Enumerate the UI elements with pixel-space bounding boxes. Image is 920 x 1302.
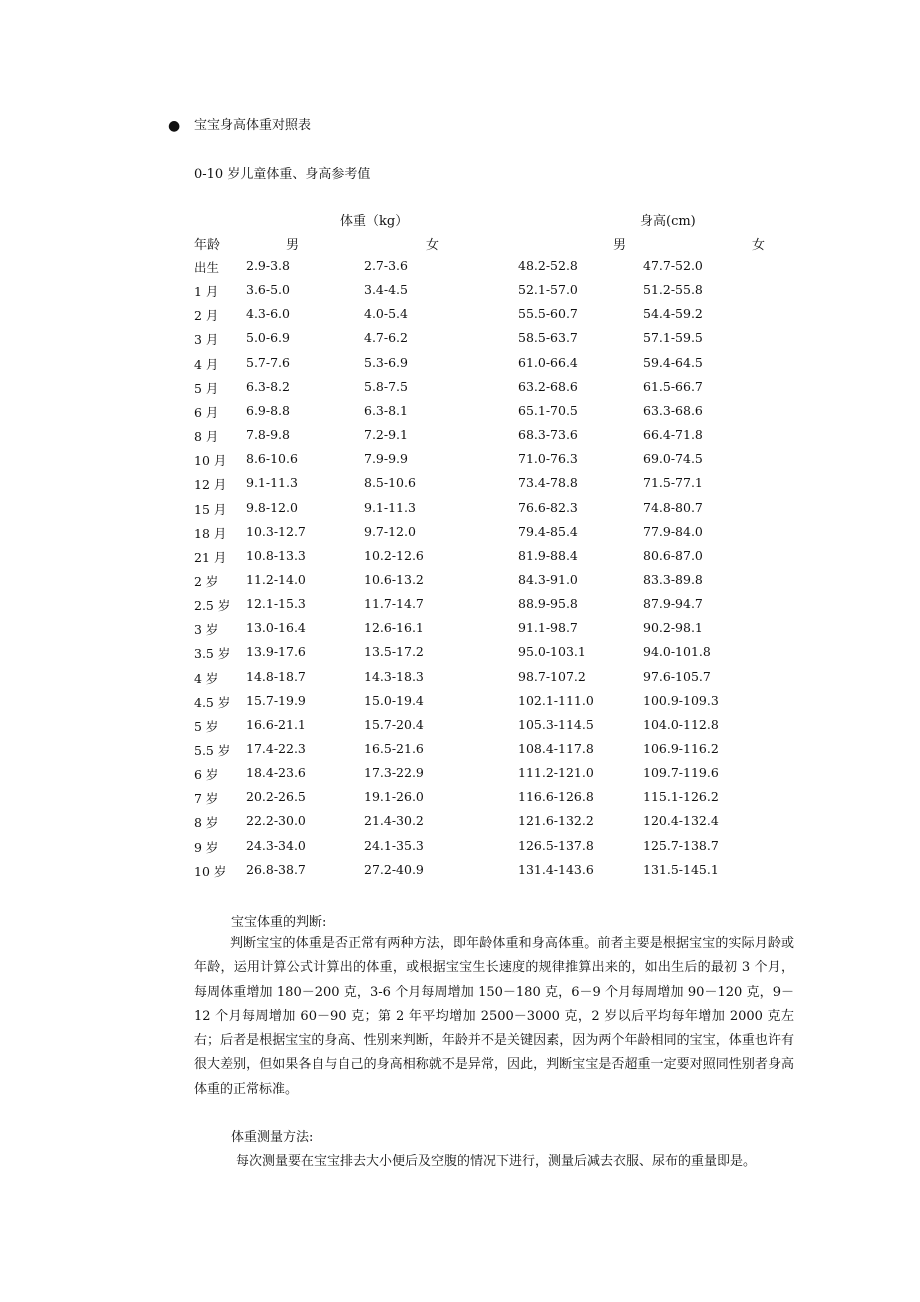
height-female-cell: 69.0-74.5: [643, 451, 703, 467]
table-row: [0, 620, 920, 644]
weight-female-cell: 2.7-3.6: [364, 258, 408, 273]
table-row: [0, 500, 920, 524]
row-age-cell: 12 月: [194, 477, 227, 493]
weight-male-cell: 13.9-17.6: [246, 644, 306, 660]
weight-male-cell: 24.3-34.0: [246, 837, 306, 853]
table-row: [0, 258, 920, 282]
judge-title: 宝宝体重的判断:: [231, 915, 327, 930]
table-row: [0, 838, 920, 862]
table-row: [0, 524, 920, 548]
height-female-cell: 83.3-89.8: [643, 571, 703, 587]
weight-female-cell: 5.8-7.5: [364, 378, 408, 394]
height-male-cell: 52.1-57.0: [518, 282, 578, 298]
height-male-cell: 102.1-111.0: [518, 692, 594, 708]
weight-female-cell: 9.1-11.3: [364, 499, 416, 515]
weight-male-cell: 8.6-10.6: [246, 451, 298, 467]
weight-male-cell: 13.0-16.4: [246, 620, 306, 636]
table-row: [0, 548, 920, 572]
row-age-cell: 10 月: [194, 453, 227, 469]
weight-male-cell: 4.3-6.0: [246, 306, 290, 322]
table-row: [0, 693, 920, 717]
height-female-cell: 104.0-112.8: [643, 716, 719, 732]
height-male-cell: 116.6-126.8: [518, 789, 594, 805]
height-male-cell: 58.5-63.7: [518, 330, 578, 346]
weight-male-header: 男: [286, 238, 300, 253]
weight-female-cell: 17.3-22.9: [364, 765, 424, 781]
weight-male-cell: 5.0-6.9: [246, 330, 290, 346]
height-male-cell: 111.2-121.0: [518, 765, 594, 781]
doc-subtitle: 0-10 岁儿童体重、身高参考值: [194, 167, 371, 182]
table-row: [0, 282, 920, 306]
row-age-cell: 1 月: [194, 284, 219, 300]
row-age-cell: 4.5 岁: [194, 694, 231, 710]
weight-female-cell: 19.1-26.0: [364, 789, 424, 805]
height-female-cell: 71.5-77.1: [643, 475, 703, 491]
table-row: [0, 765, 920, 789]
table-row: [0, 330, 920, 354]
height-male-cell: 65.1-70.5: [518, 402, 578, 418]
weight-female-cell: 9.7-12.0: [364, 523, 416, 539]
height-female-cell: 80.6-87.0: [643, 547, 703, 563]
weight-female-cell: 13.5-17.2: [364, 644, 424, 660]
weight-female-cell: 15.7-20.4: [364, 716, 424, 732]
method-title: 体重测量方法:: [231, 1130, 314, 1145]
weight-male-cell: 20.2-26.5: [246, 789, 306, 805]
row-age-cell: 出生: [194, 260, 220, 275]
row-age-cell: 5 岁: [194, 718, 219, 734]
row-age-cell: 4 月: [194, 356, 219, 372]
weight-male-cell: 6.9-8.8: [246, 402, 290, 418]
row-age-cell: 2 岁: [194, 573, 219, 589]
weight-male-cell: 10.3-12.7: [246, 523, 306, 539]
height-male-cell: 55.5-60.7: [518, 306, 578, 322]
weight-female-cell: 10.6-13.2: [364, 571, 424, 587]
weight-female-cell: 4.7-6.2: [364, 330, 408, 346]
weight-male-cell: 11.2-14.0: [246, 571, 306, 587]
row-age-cell: 21 月: [194, 549, 227, 565]
table-row: [0, 379, 920, 403]
table-row: [0, 596, 920, 620]
height-female-cell: 57.1-59.5: [643, 330, 703, 346]
row-age-cell: 6 岁: [194, 767, 219, 783]
row-age-cell: 10 岁: [194, 863, 227, 879]
table-row: [0, 427, 920, 451]
height-female-cell: 51.2-55.8: [643, 282, 703, 298]
weight-female-cell: 16.5-21.6: [364, 741, 424, 756]
table-row: [0, 741, 920, 765]
height-female-cell: 59.4-64.5: [643, 354, 703, 370]
weight-male-cell: 9.8-12.0: [246, 499, 298, 515]
doc-heading: 宝宝身高体重对照表: [194, 118, 312, 133]
row-age-cell: 5.5 岁: [194, 743, 231, 758]
height-male-cell: 95.0-103.1: [518, 644, 586, 660]
weight-male-cell: 15.7-19.9: [246, 692, 306, 708]
height-female-cell: 74.8-80.7: [643, 499, 703, 515]
height-female-cell: 63.3-68.6: [643, 402, 703, 418]
weight-female-cell: 5.3-6.9: [364, 354, 408, 370]
weight-male-cell: 10.8-13.3: [246, 547, 306, 563]
row-age-cell: 7 岁: [194, 791, 219, 807]
row-age-cell: 5 月: [194, 380, 219, 396]
table-row: [0, 403, 920, 427]
weight-female-header: 女: [426, 238, 440, 253]
weight-female-cell: 27.2-40.9: [364, 861, 424, 877]
height-male-cell: 68.3-73.6: [518, 427, 578, 443]
height-female-cell: 109.7-119.6: [643, 765, 719, 781]
weight-female-cell: 24.1-35.3: [364, 837, 424, 853]
age-column-header: 年龄: [194, 238, 221, 253]
weight-male-cell: 9.1-11.3: [246, 475, 298, 491]
bullet-icon: ●: [168, 118, 181, 134]
height-male-cell: 108.4-117.8: [518, 741, 594, 756]
weight-male-cell: 3.6-5.0: [246, 282, 290, 298]
table-row: [0, 669, 920, 693]
row-age-cell: 2 月: [194, 308, 219, 324]
table-row: [0, 355, 920, 379]
row-age-cell: 15 月: [194, 501, 227, 517]
height-female-cell: 47.7-52.0: [643, 258, 703, 273]
table-row: [0, 475, 920, 499]
height-female-cell: 97.6-105.7: [643, 668, 711, 684]
table-row: [0, 813, 920, 837]
height-male-cell: 61.0-66.4: [518, 354, 578, 370]
weight-female-cell: 15.0-19.4: [364, 692, 424, 708]
row-age-cell: 8 月: [194, 429, 219, 445]
height-male-cell: 121.6-132.2: [518, 813, 594, 829]
height-male-cell: 48.2-52.8: [518, 258, 578, 273]
height-male-cell: 76.6-82.3: [518, 499, 578, 515]
weight-male-cell: 7.8-9.8: [246, 427, 290, 443]
weight-male-cell: 16.6-21.1: [246, 716, 306, 732]
height-male-cell: 105.3-114.5: [518, 716, 594, 732]
judge-paragraph: 判断宝宝的体重是否正常有两种方法，即年龄体重和身高体重。前者主要是根据宝宝的实际月龄或年龄，运用计算公式计算出的体重，或根据宝宝生长速度的规律推算出来的，如出生后的最初 3 个月，每周体重增加 180－200 克，3-6 个月每周增加 150－180 克，6－9 个月每周增加 90－120 克，9－12 个月每周增加 60－90 克；第 2 年平均增加 2500－3000 克，2 岁以后平均每年增加 2000 克左右；后者是根据宝宝的身高、性别来判断，年龄并不是关键因素，因为两个年龄相同的宝宝，体重也许有很大差别，但如果各自与自己的身高相称就不是异常，因此，判断宝宝是否超重一定要对照同性别者身高体重的正常标准。: [194, 936, 794, 1097]
height-female-cell: 90.2-98.1: [643, 620, 703, 636]
weight-female-cell: 7.9-9.9: [364, 451, 408, 467]
table-row: [0, 306, 920, 330]
height-female-cell: 125.7-138.7: [643, 837, 719, 853]
height-male-cell: 79.4-85.4: [518, 523, 578, 539]
height-female-cell: 120.4-132.4: [643, 813, 719, 829]
row-age-cell: 2.5 岁: [194, 598, 231, 614]
height-female-cell: 100.9-109.3: [643, 692, 719, 708]
weight-female-cell: 4.0-5.4: [364, 306, 408, 322]
table-row: [0, 717, 920, 741]
height-female-cell: 87.9-94.7: [643, 596, 703, 612]
weight-male-cell: 5.7-7.6: [246, 354, 290, 370]
weight-group-header: 体重（kg）: [340, 214, 409, 229]
height-male-cell: 126.5-137.8: [518, 837, 594, 853]
height-female-cell: 131.5-145.1: [643, 861, 719, 877]
weight-male-cell: 6.3-8.2: [246, 378, 290, 394]
height-male-cell: 63.2-68.6: [518, 378, 578, 394]
height-male-cell: 84.3-91.0: [518, 571, 578, 587]
height-male-header: 男: [613, 238, 627, 253]
weight-female-cell: 10.2-12.6: [364, 547, 424, 563]
weight-male-cell: 12.1-15.3: [246, 596, 306, 612]
row-age-cell: 3.5 岁: [194, 646, 231, 662]
weight-female-cell: 3.4-4.5: [364, 282, 408, 298]
weight-female-cell: 8.5-10.6: [364, 475, 416, 491]
height-male-cell: 98.7-107.2: [518, 668, 586, 684]
weight-male-cell: 18.4-23.6: [246, 765, 306, 781]
table-row: [0, 572, 920, 596]
height-male-cell: 71.0-76.3: [518, 451, 578, 467]
height-male-cell: 88.9-95.8: [518, 596, 578, 612]
height-male-cell: 81.9-88.4: [518, 547, 578, 563]
weight-male-cell: 26.8-38.7: [246, 861, 306, 877]
weight-female-cell: 14.3-18.3: [364, 668, 424, 684]
height-male-cell: 73.4-78.8: [518, 475, 578, 491]
row-age-cell: 8 岁: [194, 815, 219, 831]
weight-female-cell: 21.4-30.2: [364, 813, 424, 829]
row-age-cell: 3 岁: [194, 622, 219, 638]
table-row: [0, 862, 920, 886]
weight-male-cell: 14.8-18.7: [246, 668, 306, 684]
weight-female-cell: 6.3-8.1: [364, 402, 408, 418]
weight-female-cell: 7.2-9.1: [364, 427, 408, 443]
height-female-cell: 106.9-116.2: [643, 741, 719, 756]
height-female-cell: 94.0-101.8: [643, 644, 711, 660]
weight-male-cell: 2.9-3.8: [246, 258, 290, 273]
height-female-cell: 61.5-66.7: [643, 378, 703, 394]
table-row: [0, 644, 920, 668]
table-row: [0, 451, 920, 475]
weight-female-cell: 12.6-16.1: [364, 620, 424, 636]
height-female-header: 女: [752, 238, 766, 253]
method-paragraph: 每次测量要在宝宝排去大小便后及空腹的情况下进行，测量后减去衣服、尿布的重量即是。: [236, 1154, 757, 1169]
row-age-cell: 9 岁: [194, 839, 219, 855]
row-age-cell: 4 岁: [194, 670, 219, 686]
row-age-cell: 6 月: [194, 404, 219, 420]
height-female-cell: 77.9-84.0: [643, 523, 703, 539]
table-row: [0, 789, 920, 813]
height-female-cell: 115.1-126.2: [643, 789, 719, 805]
weight-male-cell: 17.4-22.3: [246, 741, 306, 756]
height-female-cell: 66.4-71.8: [643, 427, 703, 443]
weight-female-cell: 11.7-14.7: [364, 596, 424, 612]
height-male-cell: 131.4-143.6: [518, 861, 594, 877]
row-age-cell: 18 月: [194, 525, 227, 541]
height-female-cell: 54.4-59.2: [643, 306, 703, 322]
row-age-cell: 3 月: [194, 332, 219, 348]
height-male-cell: 91.1-98.7: [518, 620, 578, 636]
height-group-header: 身高(cm): [640, 214, 696, 229]
weight-male-cell: 22.2-30.0: [246, 813, 306, 829]
